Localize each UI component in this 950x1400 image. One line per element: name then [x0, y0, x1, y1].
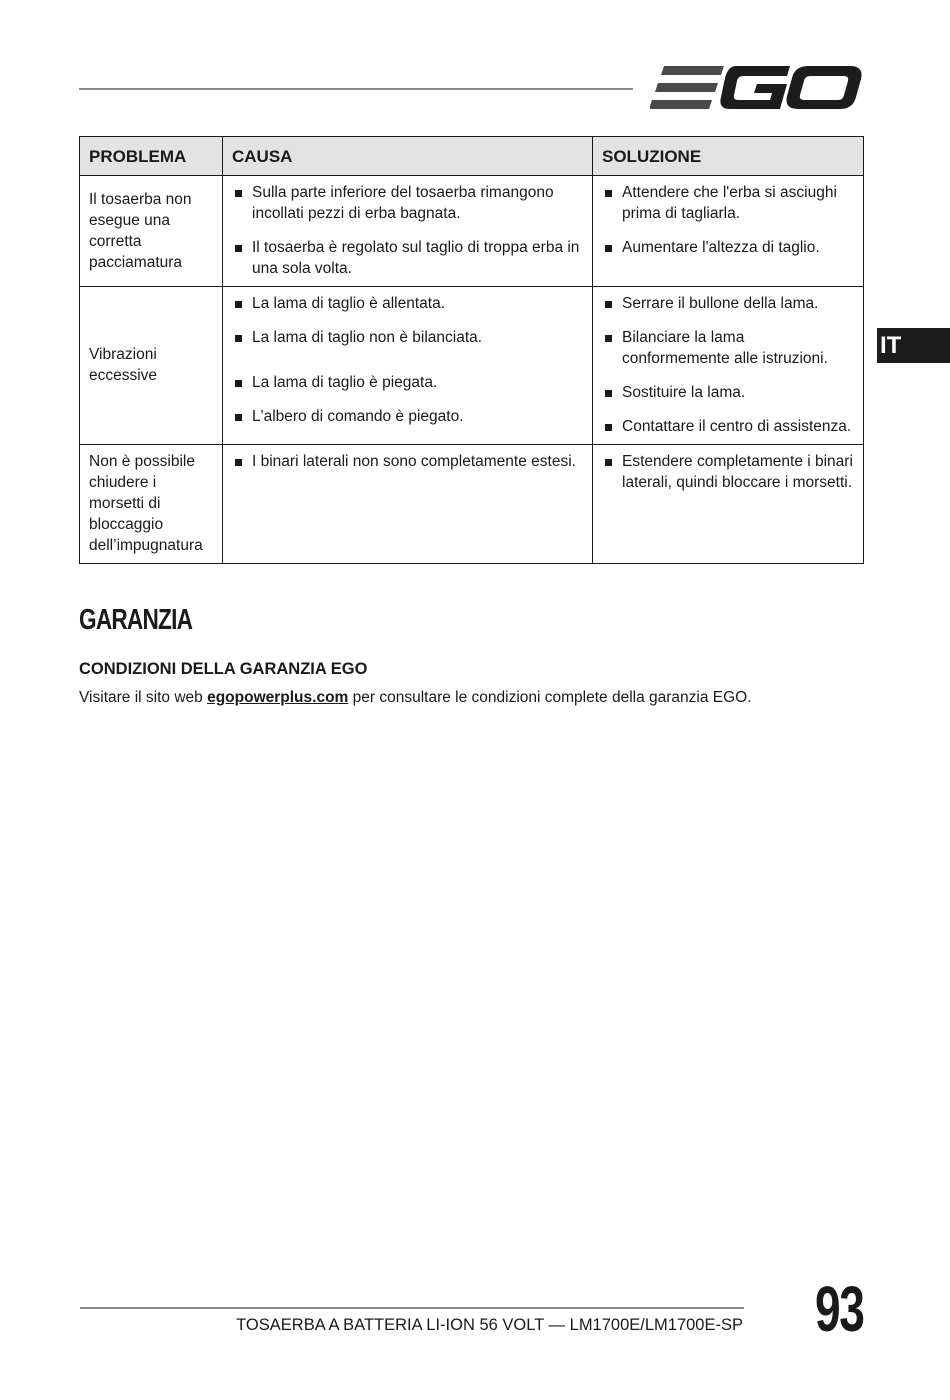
- warranty-text-after: per consultare le condizioni complete della garanzia EGO.: [348, 689, 752, 706]
- troubleshooting-table: [79, 136, 864, 564]
- solution-cell: [593, 176, 864, 287]
- solution-item: Attendere che l'erba si asciughi prima di tagliarla.: [602, 182, 854, 224]
- footer-product-title: TOSAERBA A BATTERIA LI-ION 56 VOLT — LM1700E/LM1700E-SP: [236, 1316, 743, 1334]
- solution-item: Sostituire la lama.: [602, 382, 854, 403]
- problem-text: Non è possibile chiudere i morsetti di bloccaggio dell’impugnatura: [89, 453, 203, 554]
- problem-text: Il tosaerba non esegue una corretta pacciamatura: [89, 190, 192, 271]
- solution-item: Aumentare l'altezza di taglio.: [602, 237, 854, 258]
- cause-item: Il tosaerba è regolato sul taglio di troppa erba in una sola volta.: [232, 237, 583, 279]
- solution-item: Serrare il bullone della lama.: [602, 293, 854, 314]
- solution-item: Contattare il centro di assistenza.: [602, 416, 854, 437]
- cause-item: Sulla parte inferiore del tosaerba rimangono incollati pezzi di erba bagnata.: [232, 182, 583, 224]
- warranty-text: [79, 689, 752, 707]
- solution-item: Bilanciare la lama conformemente alle istruzioni.: [602, 327, 854, 369]
- header-problem: PROBLEMA: [80, 137, 223, 176]
- header-rule: [79, 88, 633, 90]
- table-row: [80, 287, 864, 445]
- cause-cell: [223, 445, 593, 564]
- solution-cell: [593, 445, 864, 564]
- problem-cell: [80, 445, 223, 564]
- problem-cell: [80, 287, 223, 445]
- cause-cell: [223, 176, 593, 287]
- warranty-text-before: Visitare il sito web: [79, 689, 208, 706]
- cause-cell: [223, 287, 593, 445]
- footer-rule: [80, 1307, 744, 1309]
- cause-item: L'albero di comando è piegato.: [232, 406, 583, 427]
- header-cause: CAUSA: [223, 137, 593, 176]
- solution-item: Estendere completamente i binari laterali, quindi bloccare i morsetti.: [602, 451, 854, 493]
- cause-item: I binari laterali non sono completamente estesi.: [232, 451, 583, 472]
- header-solution: SOLUZIONE: [593, 137, 864, 176]
- cause-item: La lama di taglio non è bilanciata.: [232, 327, 583, 348]
- page-number: 93: [815, 1273, 864, 1345]
- solution-cell: [593, 287, 864, 445]
- section-title-warranty: GARANZIA: [79, 604, 193, 636]
- table-row: [80, 445, 864, 564]
- table-row: [80, 176, 864, 287]
- cause-item: La lama di taglio è allentata.: [232, 293, 583, 314]
- table-header-row: [80, 137, 864, 176]
- warranty-link[interactable]: egopowerplus.com: [207, 689, 349, 706]
- language-tab: IT: [877, 328, 950, 363]
- ego-logo: [650, 62, 862, 114]
- cause-item: La lama di taglio è piegata.: [232, 372, 583, 393]
- problem-text: Vibrazioni eccessive: [89, 346, 158, 384]
- warranty-subtitle: CONDIZIONI DELLA GARANZIA EGO: [79, 660, 368, 678]
- problem-cell: [80, 176, 223, 287]
